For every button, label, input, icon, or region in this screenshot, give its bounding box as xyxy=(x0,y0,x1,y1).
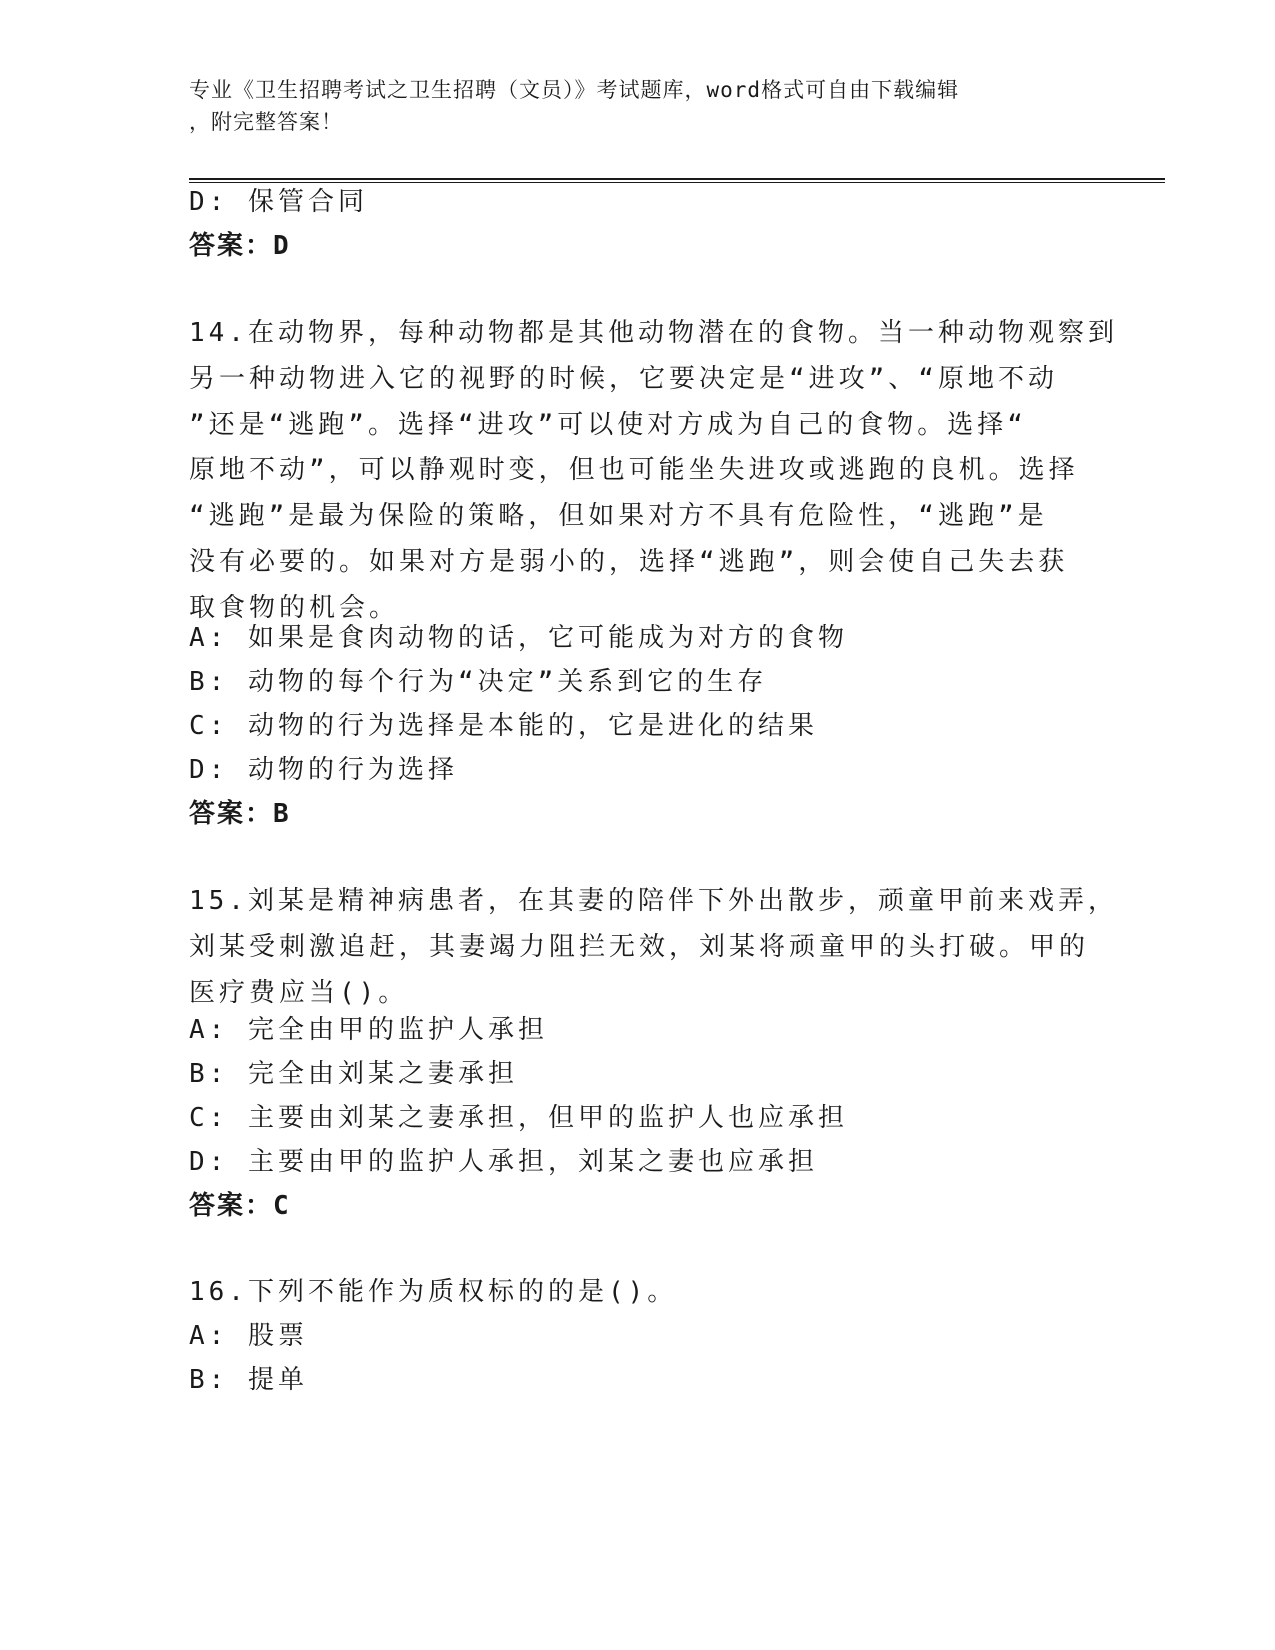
q14-option-c: C: 动物的行为选择是本能的，它是进化的结果 xyxy=(189,711,818,741)
q15-option-d: D: 主要由甲的监护人承担，刘某之妻也应承担 xyxy=(189,1147,818,1177)
q14-stem-line: 另一种动物进入它的视野的时候，它要决定是“进攻”、“原地不动 xyxy=(189,363,1058,394)
q14-stem-line: 没有必要的。如果对方是弱小的，选择“逃跑”，则会使自己失去获 xyxy=(189,546,1069,577)
q13-answer: 答案：D xyxy=(189,231,291,261)
header-line-2: ，附完整答案！ xyxy=(189,110,343,134)
q14-option-d: D: 动物的行为选择 xyxy=(189,755,458,785)
q14-stem-line: 14.在动物界，每种动物都是其他动物潜在的食物。当一种动物观察到 xyxy=(189,318,1118,348)
q16-stem: 16.下列不能作为质权标的的是()。 xyxy=(189,1277,678,1307)
q15-stem xyxy=(189,879,1118,1016)
q14-stem-line: ”还是“逃跑”。选择“进攻”可以使对方成为自己的食物。选择“ xyxy=(189,409,1027,440)
q14-stem xyxy=(189,311,1118,632)
q14-stem-line: 取食物的机会。 xyxy=(189,592,400,623)
header-line-1: 专业《卫生招聘考试之卫生招聘（文员）》考试题库，word格式可自由下载编辑 xyxy=(189,78,960,102)
q15-option-b: B: 完全由刘某之妻承担 xyxy=(189,1059,518,1089)
page-header xyxy=(189,74,1089,138)
q16-option-b: B: 提单 xyxy=(189,1365,308,1395)
q15-stem-line: 医疗费应当()。 xyxy=(189,977,409,1008)
q14-stem-line: 原地不动”，可以静观时变，但也可能坐失进攻或逃跑的良机。选择 xyxy=(189,455,1079,486)
q15-answer: 答案：C xyxy=(189,1191,291,1221)
q15-stem-line: 刘某受刺激追赶，其妻竭力阻拦无效，刘某将顽童甲的头打破。甲的 xyxy=(189,931,1090,962)
q14-option-b: B: 动物的每个行为“决定”关系到它的生存 xyxy=(189,667,768,697)
q16-option-a: A: 股票 xyxy=(189,1321,308,1351)
q15-option-a: A: 完全由甲的监护人承担 xyxy=(189,1015,548,1045)
q14-stem-line: “逃跑”是最为保险的策略，但如果对方不具有危险性，“逃跑”是 xyxy=(189,501,1048,532)
q14-option-a: A: 如果是食肉动物的话，它可能成为对方的食物 xyxy=(189,623,848,653)
q15-option-c: C: 主要由刘某之妻承担，但甲的监护人也应承担 xyxy=(189,1103,848,1133)
q14-answer: 答案：B xyxy=(189,799,291,829)
q15-stem-line: 15.刘某是精神病患者，在其妻的陪伴下外出散步，顽童甲前来戏弄， xyxy=(189,886,1118,916)
q13-option-d: D: 保管合同 xyxy=(189,187,368,217)
